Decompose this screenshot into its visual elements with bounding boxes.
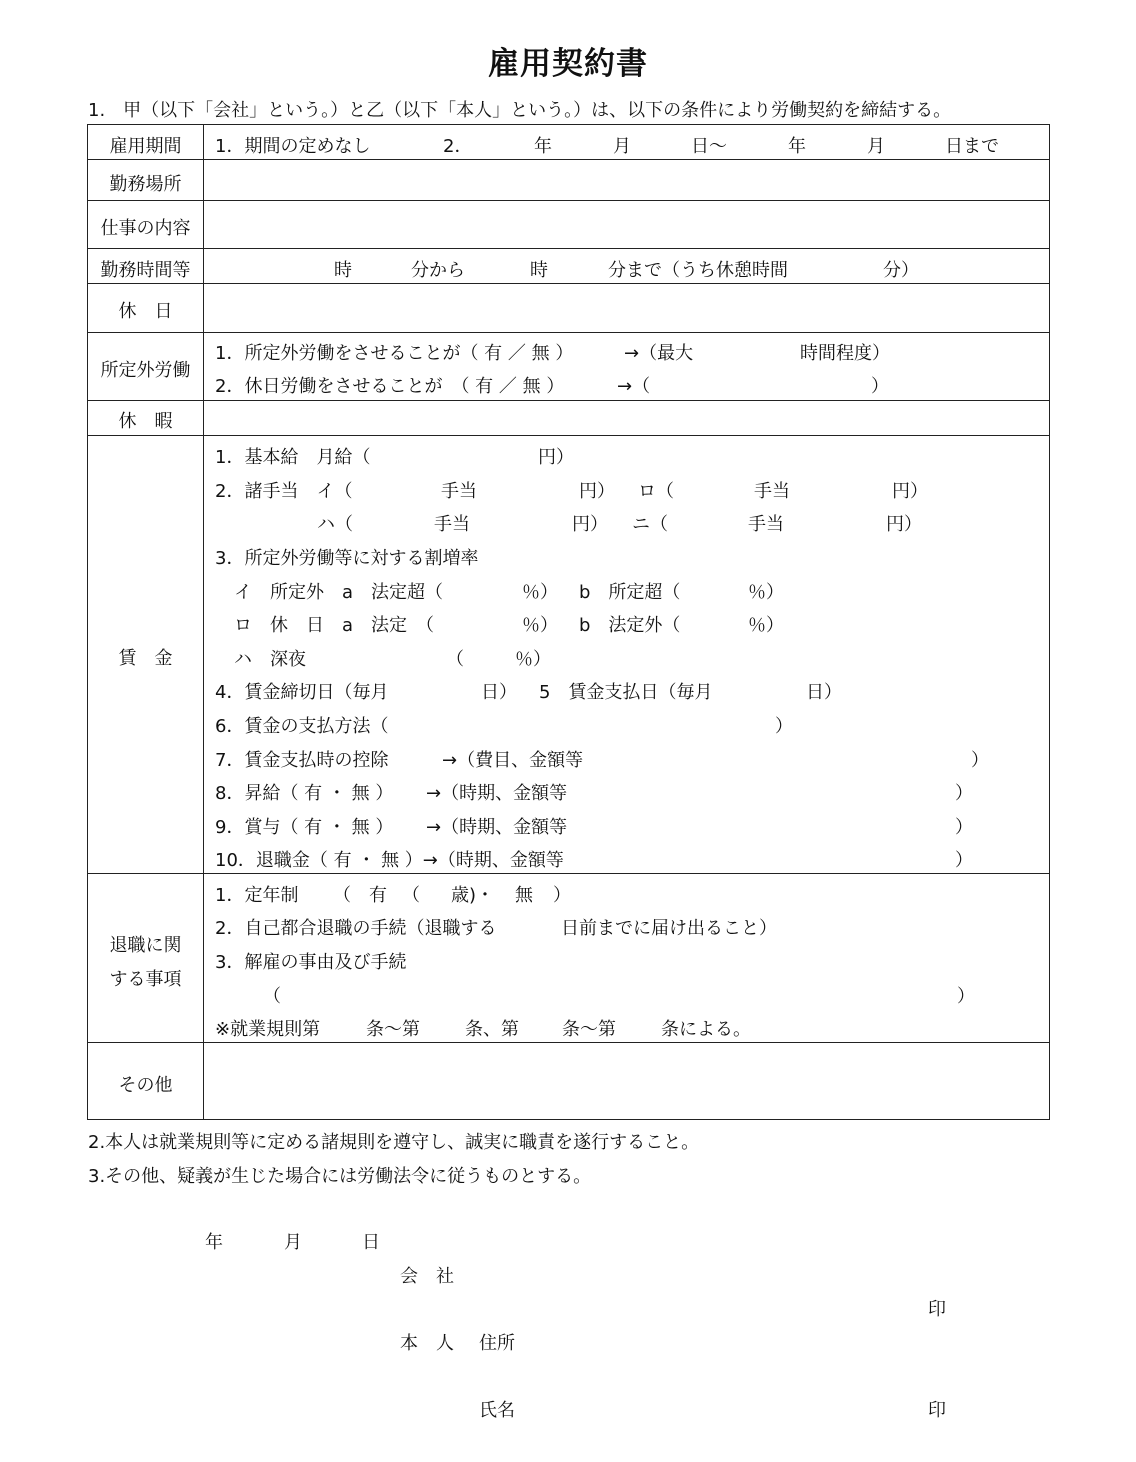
row-divider (87, 1042, 1050, 1043)
table-border (1049, 124, 1050, 1120)
allowance-ha: ハ（ (317, 514, 353, 535)
period-fixed-term: 2． (443, 136, 473, 157)
row-divider (87, 873, 1050, 874)
table-border (87, 1119, 1050, 1120)
premium-rate-2b-pct: ％） (748, 615, 784, 636)
row-divider (87, 248, 1050, 249)
premium-rate-night-pct: ％） (515, 649, 551, 670)
row-divider (87, 332, 1050, 333)
rules-reference-3: 条、第 (465, 1019, 519, 1040)
retire-age-close: ） (553, 885, 571, 906)
wage-bonus-detail: →（時期、金額等 (426, 817, 568, 838)
wage-base: 1．基本給 月給（ (215, 447, 371, 468)
label-retirement-1: 退職に関 (109, 935, 182, 956)
premium-rate-2b: b 法定外（ (579, 615, 681, 636)
rules-reference-4: 条～第 (562, 1019, 616, 1040)
allowance-ro-yen: 円） (892, 481, 928, 502)
wage-bonus-close: ） (955, 817, 973, 838)
clause-3: 3.その他、疑義が生じた場合には労働法令に従うものとする。 (88, 1166, 592, 1187)
holiday-work-open: →（ (617, 376, 651, 397)
label-workplace: 勤務場所 (109, 174, 182, 195)
label-leave: 休 暇 (118, 411, 173, 432)
dismissal-open: （ (263, 986, 281, 1007)
voluntary-resign-notice: 日前までに届け出ること） (561, 918, 777, 939)
premium-rate-1a: イ 所定外 a 法定超（ (234, 582, 444, 603)
allowance-i-yen: 円） (579, 481, 615, 502)
period-start-day: 日～ (691, 136, 727, 157)
premium-rate-night-open: （ (446, 649, 464, 670)
table-border (87, 124, 1050, 125)
label-holiday: 休 日 (118, 301, 173, 322)
dismissal-reasons: 3．解雇の事由及び手続 (215, 952, 407, 973)
label-wage: 賃 金 (118, 648, 173, 669)
page-title: 雇用契約書 (488, 46, 648, 82)
sign-company-label: 会 社 (400, 1266, 454, 1287)
wage-payment-day-unit: 日） (806, 682, 842, 703)
wage-raise: 8．昇給（ 有 ・ 無 ） (215, 783, 394, 804)
premium-rate-title: 3．所定外労働等に対する割増率 (215, 548, 479, 569)
row-divider (87, 435, 1050, 436)
wage-closing-day: 4．賃金締切日（毎月 (215, 682, 389, 703)
premium-rate-1b-pct: ％） (748, 582, 784, 603)
retire-age-unit: 歳)・ (451, 885, 495, 906)
retire-age-open: （ (402, 885, 420, 906)
period-start-year: 年 (534, 136, 552, 157)
retire-age-no: 無 (515, 885, 533, 906)
allowance-ni: ニ（ (632, 514, 668, 535)
voluntary-resign: 2．自己都合退職の手続（退職する (215, 918, 497, 939)
holiday-work-line: 2．休日労働をさせることが （ 有 ／ 無 ） (215, 376, 565, 397)
wage-raise-close: ） (955, 783, 973, 804)
wage-deduction-detail: →（費目、金額等 (442, 750, 584, 771)
wage-retirement-allowance: 10．退職金（ 有 ・ 無 ）→（時期、金額等 (215, 850, 564, 871)
wage-closing-day-unit: 日） (481, 682, 517, 703)
premium-rate-night: ハ 深夜 (234, 649, 306, 670)
row-divider (87, 159, 1050, 160)
rules-reference-5: 条による。 (661, 1019, 751, 1040)
overtime-max: →（最大 (624, 343, 694, 364)
allowance-i: 2．諸手当 イ（ (215, 481, 353, 502)
premium-rate-2a-pct: ％） (522, 615, 558, 636)
wage-payment-method: 6．賃金の支払方法（ (215, 716, 389, 737)
hours-break: 分） (883, 260, 919, 281)
allowance-ha-name: 手当 (434, 514, 470, 535)
hours-start-hour: 時 (334, 260, 352, 281)
retire-age-yes: （ 有 (333, 885, 387, 906)
period-end-month: 月 (867, 136, 885, 157)
wage-raise-detail: →（時期、金額等 (426, 783, 568, 804)
period-end-year: 年 (788, 136, 806, 157)
row-divider (87, 200, 1050, 201)
label-other: その他 (118, 1075, 173, 1096)
label-overtime: 所定外労働 (100, 360, 191, 381)
premium-rate-2a: ロ 休 日 a 法定 （ (234, 615, 435, 636)
allowance-ha-yen: 円） (572, 514, 608, 535)
wage-deduction-close: ） (971, 750, 989, 771)
premium-rate-1a-pct: ％） (522, 582, 558, 603)
sign-date-month: 月 (284, 1232, 302, 1253)
rules-reference: ※就業規則第 (215, 1019, 321, 1040)
rules-reference-2: 条～第 (366, 1019, 420, 1040)
holiday-work-close: ） (871, 376, 889, 397)
allowance-ro: ロ（ (638, 481, 674, 502)
premium-rate-1b: b 所定超（ (579, 582, 681, 603)
row-divider (87, 283, 1050, 284)
sign-date-year: 年 (205, 1232, 223, 1253)
wage-deduction: 7．賃金支払時の控除 (215, 750, 389, 771)
period-start-month: 月 (613, 136, 631, 157)
allowance-ro-name: 手当 (754, 481, 790, 502)
wage-bonus: 9．賞与（ 有 ・ 無 ） (215, 817, 394, 838)
column-divider (203, 124, 204, 1120)
period-no-term: 1．期間の定めなし (215, 136, 371, 157)
hours-end-hour: 時 (530, 260, 548, 281)
sign-address-label: 住所 (479, 1333, 515, 1354)
hours-end-min: 分まで（うち休憩時間 (608, 260, 788, 281)
sign-date-day: 日 (362, 1232, 380, 1253)
sign-name-label: 氏名 (479, 1400, 515, 1421)
dismissal-close: ） (957, 986, 975, 1007)
clause-2: 2.本人は就業規則等に定める諸規則を遵守し、誠実に職責を遂行すること。 (88, 1132, 700, 1153)
wage-payment-day: 5 賃金支払日（毎月 (539, 682, 713, 703)
label-retirement-2: する事項 (109, 969, 182, 990)
allowance-ni-yen: 円） (886, 514, 922, 535)
label-hours: 勤務時間等 (100, 260, 191, 281)
wage-base-yen: 円） (538, 447, 574, 468)
person-seal-mark: 印 (928, 1400, 946, 1421)
label-period: 雇用期間 (109, 136, 182, 157)
allowance-i-name: 手当 (441, 481, 477, 502)
wage-payment-method-close: ） (775, 716, 793, 737)
company-seal-mark: 印 (928, 1299, 946, 1320)
allowance-ni-name: 手当 (748, 514, 784, 535)
overtime-hours: 時間程度） (800, 343, 890, 364)
row-divider (87, 400, 1050, 401)
label-job: 仕事の内容 (100, 218, 191, 239)
wage-retirement-allowance-close: ） (955, 850, 973, 871)
sign-person-label: 本 人 (400, 1333, 454, 1354)
period-end-day: 日まで (945, 136, 999, 157)
hours-start-min: 分から (411, 260, 465, 281)
intro-clause: 1. 甲（以下「会社」という。）と乙（以下「本人」という。）は、以下の条件により労働契約を締結する。 (88, 100, 952, 121)
overtime-line-1: 1．所定外労働をさせることが（ 有 ／ 無 ） (215, 343, 574, 364)
retire-age-system: 1．定年制 (215, 885, 299, 906)
